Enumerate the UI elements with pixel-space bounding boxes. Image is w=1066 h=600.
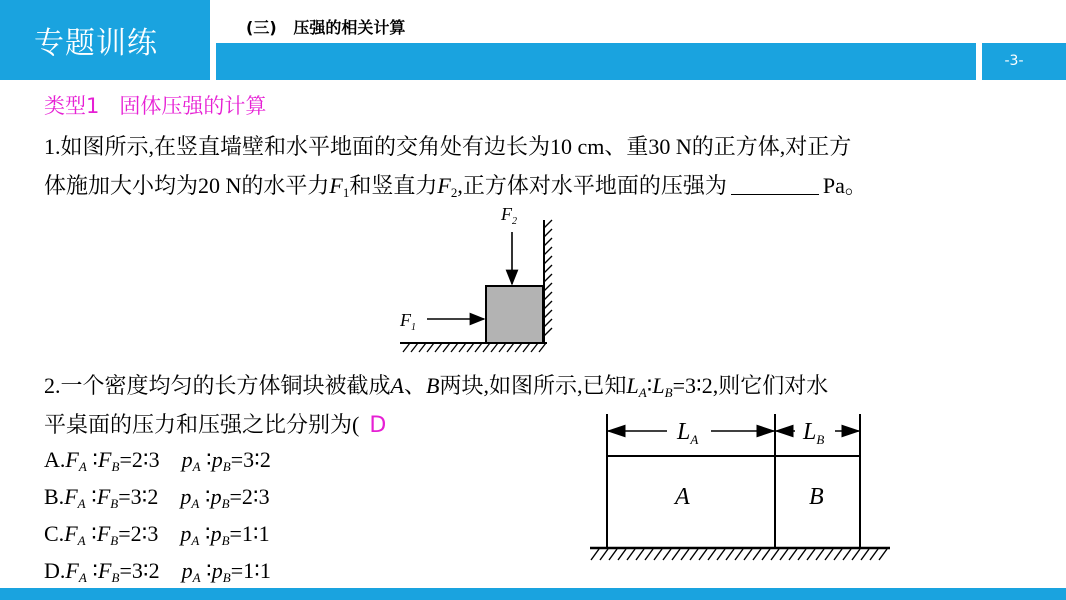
header-title: 专题训练 xyxy=(34,26,158,61)
q1-f1: F xyxy=(329,173,343,198)
header-title-box xyxy=(0,0,210,80)
q1-f2-sub: 2 xyxy=(450,185,458,200)
q2-stem-end: 平桌面的压力和压强之比分别为( xyxy=(44,412,360,437)
lb-label: $L_B$ xyxy=(803,419,825,447)
q2-text-b: 两块,如图所示,已知 xyxy=(439,373,627,398)
header-bar xyxy=(216,43,976,80)
q2-answer: D xyxy=(369,413,387,438)
block-a-label: A xyxy=(675,484,690,510)
q1-line1: 1.如图所示,在竖直墙壁和水平地面的交角处有边长为10 cm、重30 N的正方体,对正方 xyxy=(44,134,852,159)
ground-hatch xyxy=(591,549,887,560)
floor-hatch xyxy=(403,343,546,352)
f1-label: $F_1$ xyxy=(400,310,416,333)
q2-sep: 、 xyxy=(403,373,426,398)
q2-text-c: =3∶2,则它们对水 xyxy=(672,373,829,398)
q1-and: 和竖直力 xyxy=(349,173,438,198)
section-title: (三) 压强的相关计算 xyxy=(246,18,406,37)
page-number-box xyxy=(982,43,1066,80)
q1-text-b: ,正方体对水平地面的压强为 xyxy=(457,173,727,198)
q2-colon: ∶ xyxy=(646,373,653,398)
answer-blank xyxy=(731,176,819,195)
q2-la: L xyxy=(626,373,639,398)
q2-a: A xyxy=(390,373,404,398)
q1-f1-sub: 1 xyxy=(342,185,350,200)
figure-blocks xyxy=(585,408,895,570)
q1-text-a: 体施加大小均为20 N的水平力 xyxy=(44,173,330,198)
q1-line2 xyxy=(44,169,867,201)
cube xyxy=(486,286,543,343)
la-label: $L_A$ xyxy=(677,419,699,447)
wall-hatch xyxy=(544,220,552,336)
option-c: $C.F_A$ $∶F_B=2∶3$ $p_A$ $∶p_B=1∶1$ xyxy=(44,521,270,548)
q2-la-sub: A xyxy=(638,385,647,400)
figure-cube-wall xyxy=(395,200,565,360)
q2-text-a: 2.一个密度均匀的长方体铜块被截成 xyxy=(44,373,391,398)
type-heading: 类型1 固体压强的计算 xyxy=(44,94,267,118)
q2-lb: L xyxy=(652,373,665,398)
page-number: -3- xyxy=(1004,53,1024,69)
bottom-bar xyxy=(0,588,1066,600)
q2-b: B xyxy=(425,373,440,398)
option-b: $B.F_A$ $∶F_B=3∶2$ $p_A$ $∶p_B=2∶3$ xyxy=(44,484,270,511)
q2-lb-sub: B xyxy=(664,385,673,400)
option-d: $D.F_A$ $∶F_B=3∶2$ $p_A$ $∶p_B=1∶1$ xyxy=(44,558,271,585)
q1-f2: F xyxy=(437,173,451,198)
f2-label: $F_2$ xyxy=(501,204,517,227)
q2-line2 xyxy=(44,408,386,439)
block-b-label: B xyxy=(809,484,824,510)
q2-line1 xyxy=(44,369,828,401)
option-a: $A.F_A$ $∶F_B=2∶3$ $p_A$ $∶p_B=3∶2$ xyxy=(44,447,271,474)
q1-unit: Pa。 xyxy=(822,173,867,198)
